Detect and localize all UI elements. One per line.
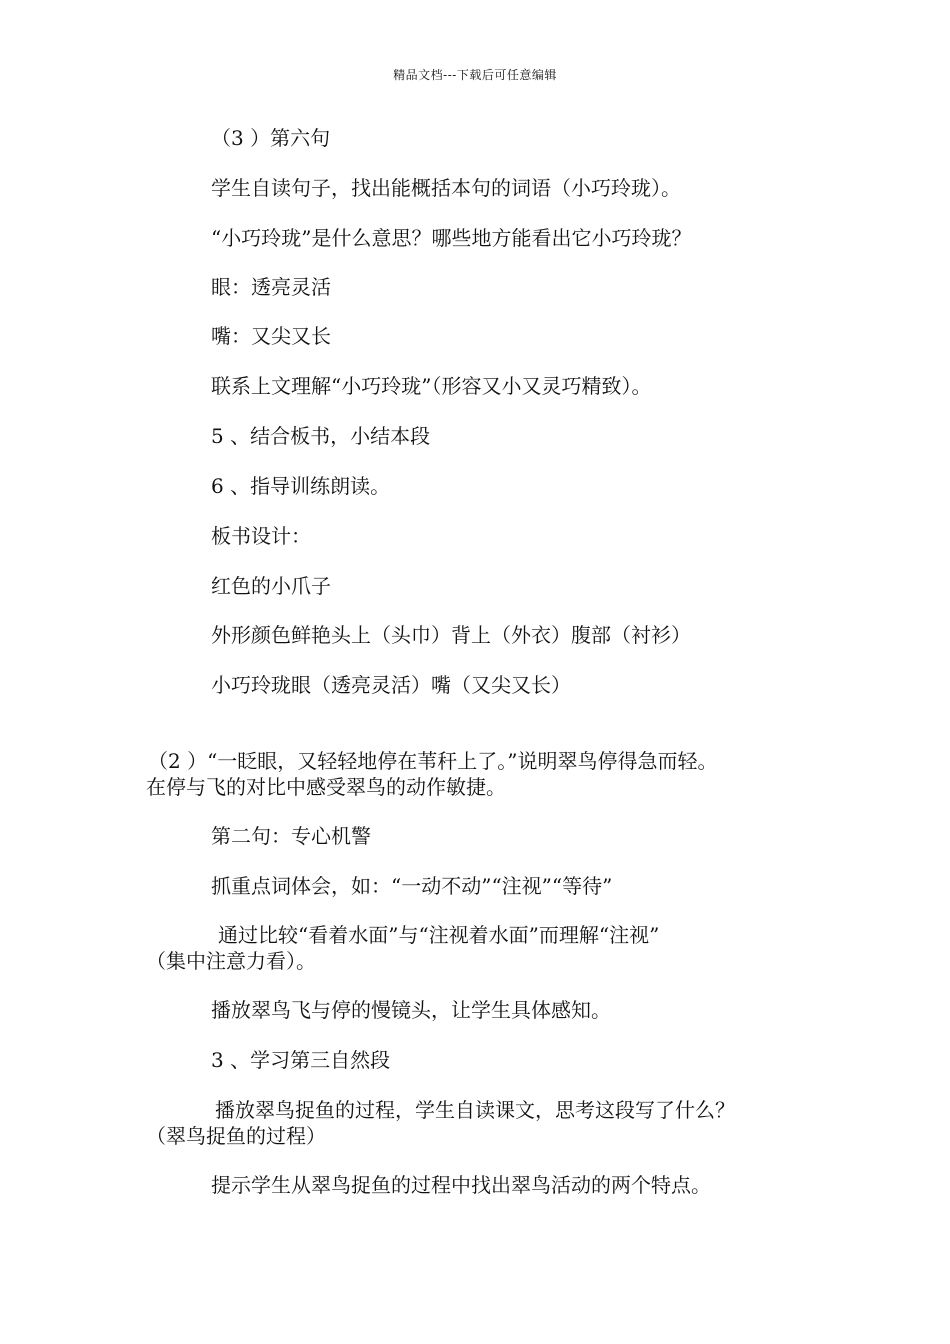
paragraph-line: （2 ）“一眨眼，又轻轻地停在苇秆上了。”说明翠鸟停得急而轻。: [148, 749, 718, 773]
page-header: 精品文档---下载后可任意编辑: [393, 68, 557, 82]
paragraph-line: 通过比较“看着水面”与“注视着水面”而理解“注视”: [218, 923, 660, 947]
board-design-line: 红色的小爪子: [211, 574, 331, 598]
board-design-heading: 板书设计：: [211, 524, 311, 548]
step-heading: 6 、指导训练朗读。: [211, 474, 391, 498]
paragraph-line: （集中注意力看）。: [146, 949, 316, 973]
paragraph-line: 提示学生从翠鸟捉鱼的过程中找出翠鸟活动的两个特点。: [211, 1173, 711, 1197]
paragraph-line: 在停与飞的对比中感受翠鸟的动作敏捷。: [146, 775, 506, 799]
heading-sixth-sentence: （3 ）第六句: [211, 126, 331, 150]
paragraph-line: 眼：透亮灵活: [211, 275, 331, 299]
paragraph-line: 播放翠鸟捉鱼的过程，学生自读课文，思考这段写了什么？: [215, 1098, 735, 1122]
paragraph-line: （翠鸟捉鱼的过程）: [146, 1124, 326, 1148]
board-design-line: 小巧玲珑眼（透亮灵活）嘴（又尖又长）: [211, 673, 571, 697]
paragraph-line: 嘴：又尖又长: [211, 324, 331, 348]
step-heading: 3 、学习第三自然段: [211, 1048, 391, 1072]
paragraph-line: 抓重点词体会，如：“一动不动”“注视”“等待”: [211, 874, 613, 898]
step-heading: 5 、结合板书，小结本段: [211, 424, 431, 448]
board-design-line: 外形颜色鲜艳头上（头巾）背上（外衣）腹部（衬衫）: [211, 623, 691, 647]
paragraph-line: 播放翠鸟飞与停的慢镜头，让学生具体感知。: [211, 998, 611, 1022]
paragraph-line: 联系上文理解“小巧玲珑”（形容又小又灵巧精致）。: [211, 374, 652, 398]
paragraph-line: 第二句：专心机警: [211, 824, 371, 848]
paragraph-line: 学生自读句子，找出能概括本句的词语（小巧玲珑）。: [211, 176, 681, 200]
paragraph-line: “小巧玲珑”是什么意思？哪些地方能看出它小巧玲珑？: [211, 226, 692, 250]
